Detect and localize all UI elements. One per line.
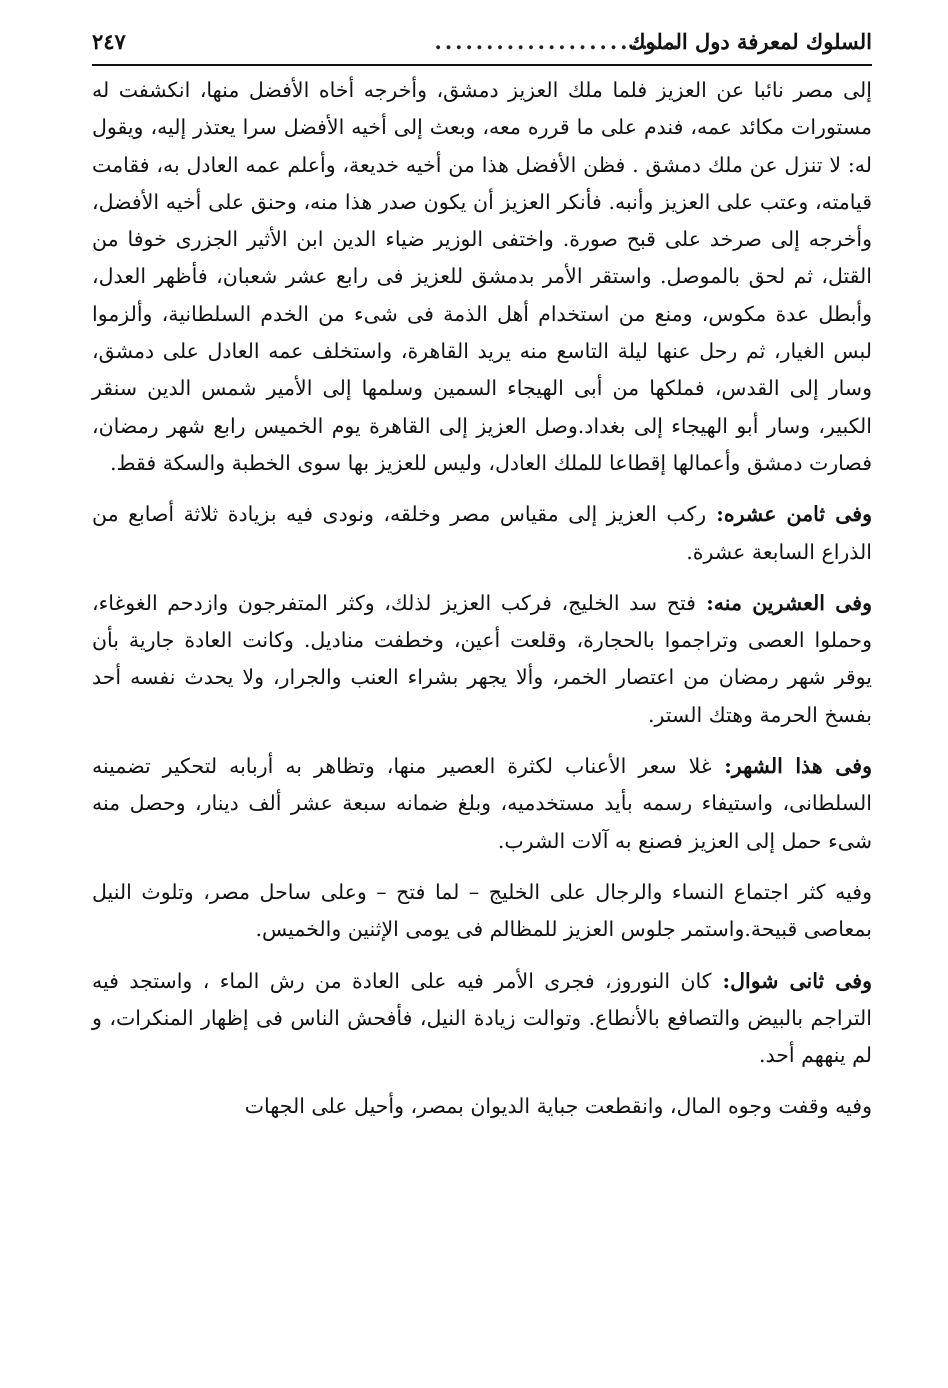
book-title: السلوك لمعرفة دول الملوك xyxy=(628,29,872,54)
paragraph-text: وفيه كثر اجتماع النساء والرجال على الخليج – لما فتح – وعلى ساحل مصر، وتلوث النيل بمعاصى قبيحة.واستمر جلوس العزيز للمظالم فى يومى الإثنين والخميس. xyxy=(92,879,872,942)
paragraph-7 xyxy=(92,1088,872,1125)
header-leader-dots: ........................ xyxy=(434,29,682,54)
paragraph-4 xyxy=(92,748,872,860)
paragraph-text: إلى مصر نائبا عن العزيز فلما ملك العزيز دمشق، وأخرجه أخاه الأفضل منها، انكشفت له مستورات مكائد عمه، فندم على ما قرره معه، وبعث إلى أخيه الأفضل سرا يعتذر إليه، ويقول له: لا تنزل عن ملك دمشق . فظن الأفضل هذا من أخيه خديعة، وأعلم عمه العادل به، فقامت قيامته، وعتب على العزيز وأنبه. فأنكر العزيز أن يكون صدر هذا منه، وحنق على أخيه الأفضل، وأخرجه إلى صرخد على قبح صورة. واختفى الوزير ضياء الدين ابن الأثير الجزرى خوفا من القتل، ثم لحق بالموصل. واستقر الأمر بدمشق للعزيز فى رابع عشر شعبان، فأظهر العدل، وأبطل عدة مكوس، ومنع من استخدام أهل الذمة فى شىء من الخدم السلطانية، وألزموا لبس الغيار، ثم رحل عنها ليلة التاسع منه يريد القاهرة، واستخلف عمه العادل على دمشق، وسار إلى القدس، فملكها من أبى الهيجاء السمين وسلمها إلى الأمير شمس الدين سنقر الكبير، وسار أبو الهيجاء إلى بغداد.وصل العزيز إلى القاهرة يوم الخميس رابع شهر رمضان، فصارت دمشق وأعمالها إقطاعا للملك العادل، وليس للعزيز بها سوى الخطبة والسكة فقط. xyxy=(92,78,872,475)
paragraph-date-heading: وفى ثامن عشره: xyxy=(716,502,872,527)
paragraph-1 xyxy=(92,72,872,482)
paragraph-6 xyxy=(92,963,872,1075)
page-body xyxy=(92,72,872,1126)
page-number: ٢٤٧ xyxy=(92,29,126,54)
paragraph-text: كان النوروز، فجرى الأمر فيه على العادة من رش الماء ، واستجد فيه التراجم بالبيض والتصافع بالأنطاع. وتوالت زيادة النيل، فأفحش الناس فى إظهار المنكرات، و لم ينههم أحد. xyxy=(92,968,872,1068)
paragraph-2 xyxy=(92,496,872,571)
paragraph-date-heading: وفى هذا الشهر: xyxy=(724,754,872,779)
paragraph-text: غلا سعر الأعناب لكثرة العصير منها، وتظاهر به أربابه لتحكير تضمينه السلطانى، واستيفاء رسمه بأيد مستخدميه، وبلغ ضمانه سبعة عشر ألف دينار، وحصل منه شىء حمل إلى العزيز فصنع به آلات الشرب. xyxy=(92,754,872,853)
paragraph-text: فتح سد الخليج، فركب العزيز لذلك، وكثر المتفرجون وازدحم الغوغاء، وحملوا العصى وتراجموا بالحجارة، وقلعت أعين، وخطفت مناديل. وكانت العادة جارية بأن يوقر شهر رمضان من اعتصار الخمر، وألا يجهر بشراء العنب والجرار، ولا يحدث نفسه أحد بفسخ الحرمة وهتك الستر. xyxy=(92,590,872,727)
running-header xyxy=(92,20,872,66)
paragraph-text: ركب العزيز إلى مقياس مصر وخلقه، ونودى فيه بزيادة ثلاثة أصابع من الذراع السابعة عشرة. xyxy=(92,502,872,564)
paragraph-date-heading: وفى ثانى شوال: xyxy=(722,968,873,993)
paragraph-text: وفيه وقفت وجوه المال، وانقطعت جباية الديوان بمصر، وأحيل على الجهات xyxy=(244,1094,872,1119)
book-page xyxy=(92,20,872,1370)
paragraph-3 xyxy=(92,585,872,734)
paragraph-5 xyxy=(92,874,872,949)
paragraph-date-heading: وفى العشرين منه: xyxy=(706,590,872,615)
